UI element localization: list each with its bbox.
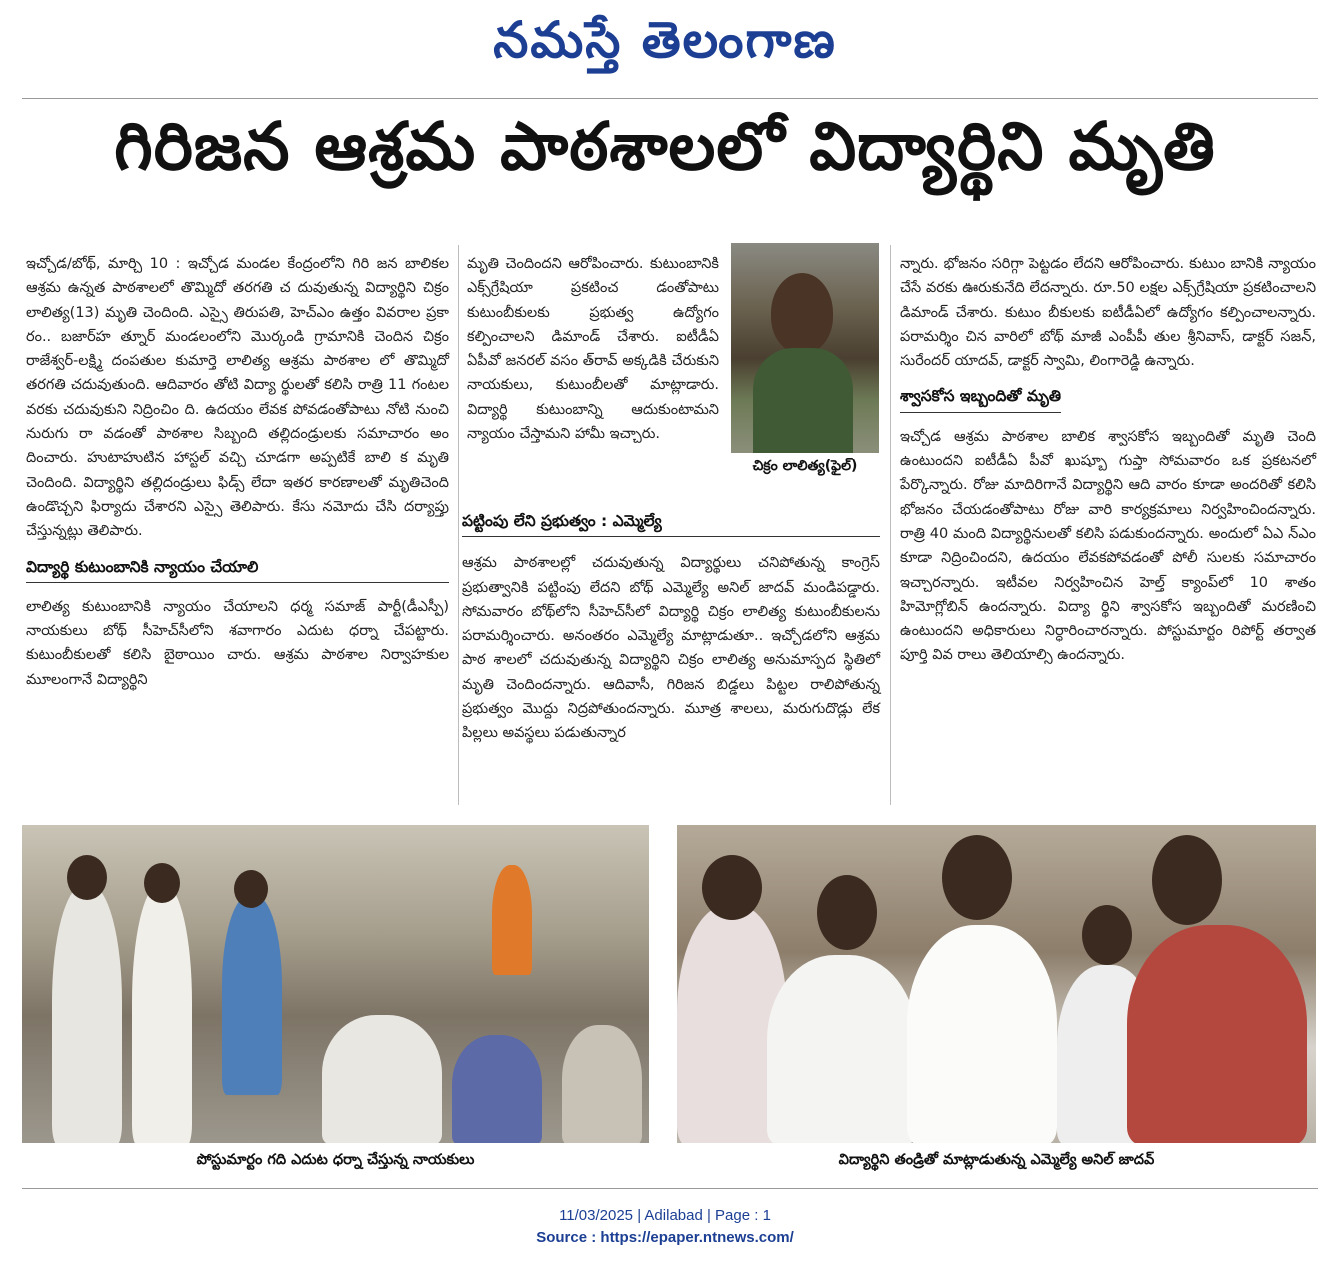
person-head [67, 855, 107, 900]
column-divider [458, 245, 459, 805]
person-head [144, 863, 180, 903]
col1-paragraph-1: ఇచ్చోడ/బోథ్, మార్చి 10 : ఇచ్చోడ మండల కేంద్రంలోని గిరి జన బాలికల ఆశ్రమ ఉన్నత పాఠశాలలో తొమ్మిదో తరగతి చ దువుతున్న విద్యార్థిని చిక్రం లాలిత్య(13) మృతి చెందింది. ఎస్సై తిరుపతి, హెచ్‌ఎం ఉత్తం వివరాల ప్రకా రం.. బజార్‌హ త్నూర్ మండలంలోని మొర్కండి గ్రామానికి చెందిన చిక్రం రాజేశ్వర్-లక్ష్మి దంపతుల కుమార్తె లాలిత్య ఆశ్రమ పాఠశాల లో తొమ్మిదో తరగతి చదువుతుంది. ఆదివారం తోటి విద్యా ర్థులతో కలిసి రాత్రి 11 గంటల వరకు చదువుకుని నిద్రించిం ది. ఉదయం లేవక పోవడంతోపాటు నోటి నుంచి నురుగు రా వడంతో పాఠశాల సిబ్బంది తల్లిదండ్రులకు సమాచారం అం దించారు. హుటాహుటిన హాస్టల్ వచ్చి చూడగా అప్పటికే బాలి క మృతి చెందింది. విద్యార్థిని తల్లిదండ్రులు ఫిడ్స్ లేదా ఇతర కారణాలతో మృతిచెంది ఉండొచ్చని ఫిర్యాదు చేశారని ఎస్సై తెలిపారు. కేసు నమోదు చేసి దర్యాప్తు చేస్తున్నట్లు తెలిపారు. [26, 256, 449, 540]
col1-paragraph-2: లాలిత్య కుటుంబానికి న్యాయం చేయాలని ధర్మ సమాజ్ పార్టీ(డీఎస్పీ) నాయకులు బోథ్ సీహెచ్‌సీలోని శవాగారం ఎదుట ధర్నా చేపట్టారు. కుటుంబీకులతో కలిసి బైఠాయిం చారు. ఆశ్రమ పాఠశాల నిర్వాహకుల మూలంగానే విద్యార్థిని [26, 598, 449, 688]
col2-paragraph-2: ఆశ్రమ పాఠశాలల్లో చదువుతున్న విద్యార్థులు చనిపోతున్న కాంగ్రెస్ ప్రభుత్వానికి పట్టింపు లేదని బోథ్ ఎమ్మెల్యే అనిల్ జాదవ్ మండిపడ్డారు. సోమవారం బోథ్‌లోని సీహెచ్‌సీలో విద్యార్థి చిక్రం లాలిత్య కుటుంబీకులను పరామర్శించారు. అనంతరం ఎమ్మెల్యే మాట్లాడుతూ.. ఇచ్చోడలోని ఆశ్రమ పాఠ శాలలో చదువుతున్న విద్యార్థిని చిక్రం లాలిత్య అనుమాస్పద స్థితిలో మృతి చెందిందన్నారు. ఆదివాసీ, గిరిజన బిడ్డలు పిట్టల రాలిపోతున్న ప్రభుత్వం మొద్దు నిద్రపోతుందన్నారు. మూత్ర శాలలు, మరుగుదొడ్లు లేక పిల్లలు అవస్థలు పడుతున్నార [462, 555, 880, 742]
seated-group [562, 1025, 642, 1143]
father-figure [1127, 925, 1307, 1143]
col3-paragraph-1: న్నారు. భోజనం సరిగ్గా పెట్టడం లేదని ఆరోపించారు. కుటుం బానికి న్యాయం చేసే వరకు ఊరుకునేది లేదన్నారు. రూ.50 లక్షల ఎక్స్‌గ్రేషియా ప్రకటించాలని డిమాండ్ చేశారు. కుటుం బీకులకు ఐటీడీఏలో ఉద్యోగం కల్పించాలన్నారు. పరామర్శిం చిన వారిలో బోథ్ మాజీ ఎంపీపీ తుల శ్రీనివాస్, డాక్టర్ సజన్, సురేందర్ యాదవ్, డాక్టర్ స్వామి, లింగారెడ్డి ఉన్నారు. [900, 256, 1316, 370]
top-rule [22, 98, 1318, 99]
col2-paragraph-1: మృతి చెందిందని ఆరోపించారు. కుటుంబానికి ఎక్స్‌గ్రేషియా ప్రకటించ డంతోపాటు కుటుంబీకులకు ప్రభుత్వ ఉద్యోగం కల్పించాలని డిమాండ్ చేశారు. ఐటీడీఏ ఏపీవో జనరల్ వసం త్‌రావ్ అక్కడికి చేరుకుని నాయకులు, కుటుంబీలతో మాట్లాడారు. విద్యార్థి కుటుంబాన్ని ఆదుకుంటామని న్యాయం చేస్తామని హామీ ఇచ్చారు. [467, 256, 719, 443]
person-head [702, 855, 762, 920]
source-link[interactable]: Source : https://epaper.ntnews.com/ [536, 1229, 794, 1246]
person-figure [132, 885, 192, 1143]
col3-subhead: శ్వాసకోస ఇబ్బందితో మృతి [900, 381, 1061, 412]
person-figure [767, 955, 917, 1143]
photo-caption-right: విద్యార్థిని తండ్రితో మాట్లాడుతున్న ఎమ్మెల్యే అనిల్ జాదవ్ [838, 1152, 1155, 1168]
portrait-body [753, 348, 853, 453]
portrait-caption: చిక్రం లాలిత్య(ఫైల్) [752, 458, 858, 474]
article-column-3 [900, 252, 1316, 668]
portrait-face [771, 273, 833, 353]
col1-subhead: విద్యార్థి కుటుంబానికి న్యాయం చేయాలి [26, 552, 449, 583]
bottom-rule [22, 1188, 1318, 1189]
person-figure [492, 865, 532, 975]
person-figure [222, 895, 282, 1095]
mla-figure [907, 925, 1057, 1143]
person-head [234, 870, 268, 908]
photo-caption-left: పోస్టుమార్టం గది ఎదుట ధర్నా చేస్తున్న నాయకులు [196, 1152, 475, 1168]
person-head [942, 835, 1012, 920]
seated-group [452, 1035, 542, 1143]
article-column-2-lower [462, 506, 880, 746]
newspaper-masthead: నమస్తే తెలంగాణ [493, 10, 837, 69]
article-column-1 [26, 252, 449, 692]
seated-group [322, 1015, 442, 1143]
col2-subhead: పట్టింపు లేని ప్రభుత్వం : ఎమ్మెల్యే [462, 506, 880, 537]
person-head [1082, 905, 1132, 965]
edition-info: 11/03/2025 | Adilabad | Page : 1 [559, 1207, 771, 1224]
dharna-photo [22, 825, 649, 1143]
person-head [817, 875, 877, 950]
column-divider [890, 245, 891, 805]
mla-meeting-photo [677, 825, 1316, 1143]
person-head [1152, 835, 1222, 925]
article-headline: గిరిజన ఆశ్రమ పాఠశాలలో విద్యార్థిని మృతి [114, 108, 1216, 185]
person-figure [52, 885, 122, 1143]
article-column-2 [467, 252, 719, 446]
student-portrait-photo [731, 243, 879, 453]
col3-paragraph-2: ఇచ్చోడ ఆశ్రమ పాఠశాల బాలిక శ్వాసకోస ఇబ్బందితో మృతి చెంది ఉంటుందని ఐటీడీఏ పీవో ఖుష్బూ గుప్తా సోమవారం ఒక ప్రకటనలో పేర్కొన్నారు. రోజు మాదిరిగానే విద్యార్థిని ఆది వారం కూడా అందరితో కలిసి భోజనం చేయడంతోపాటు రోజు వారి కార్యక్రమాలు నిర్వహించిందన్నారు. రాత్రి 40 మంది విద్యార్థినులతో కలిసి పడుకుందన్నారు. అందులో ఏఎ న్‌ఎం కూడా నిద్రించిందని, ఉదయం లేవకపోవడంతో పోలీ సులకు సమాచారం ఇచ్చారన్నారు. ఇటీవల నిర్వహించిన హెల్త్ క్యాంప్‌లో 10 శాతం హిమోగ్లోబిన్ ఉందన్నారు. విద్యా ర్థిని శ్వాసకోస ఇబ్బందితో మరణించి ఉంటుందని అధికారులు నిర్ధారించారన్నారు. పోస్టుమార్టం రిపోర్ట్ తర్వాత పూర్తి వివ రాలు తెలియాల్సి ఉందన్నారు. [900, 428, 1316, 664]
